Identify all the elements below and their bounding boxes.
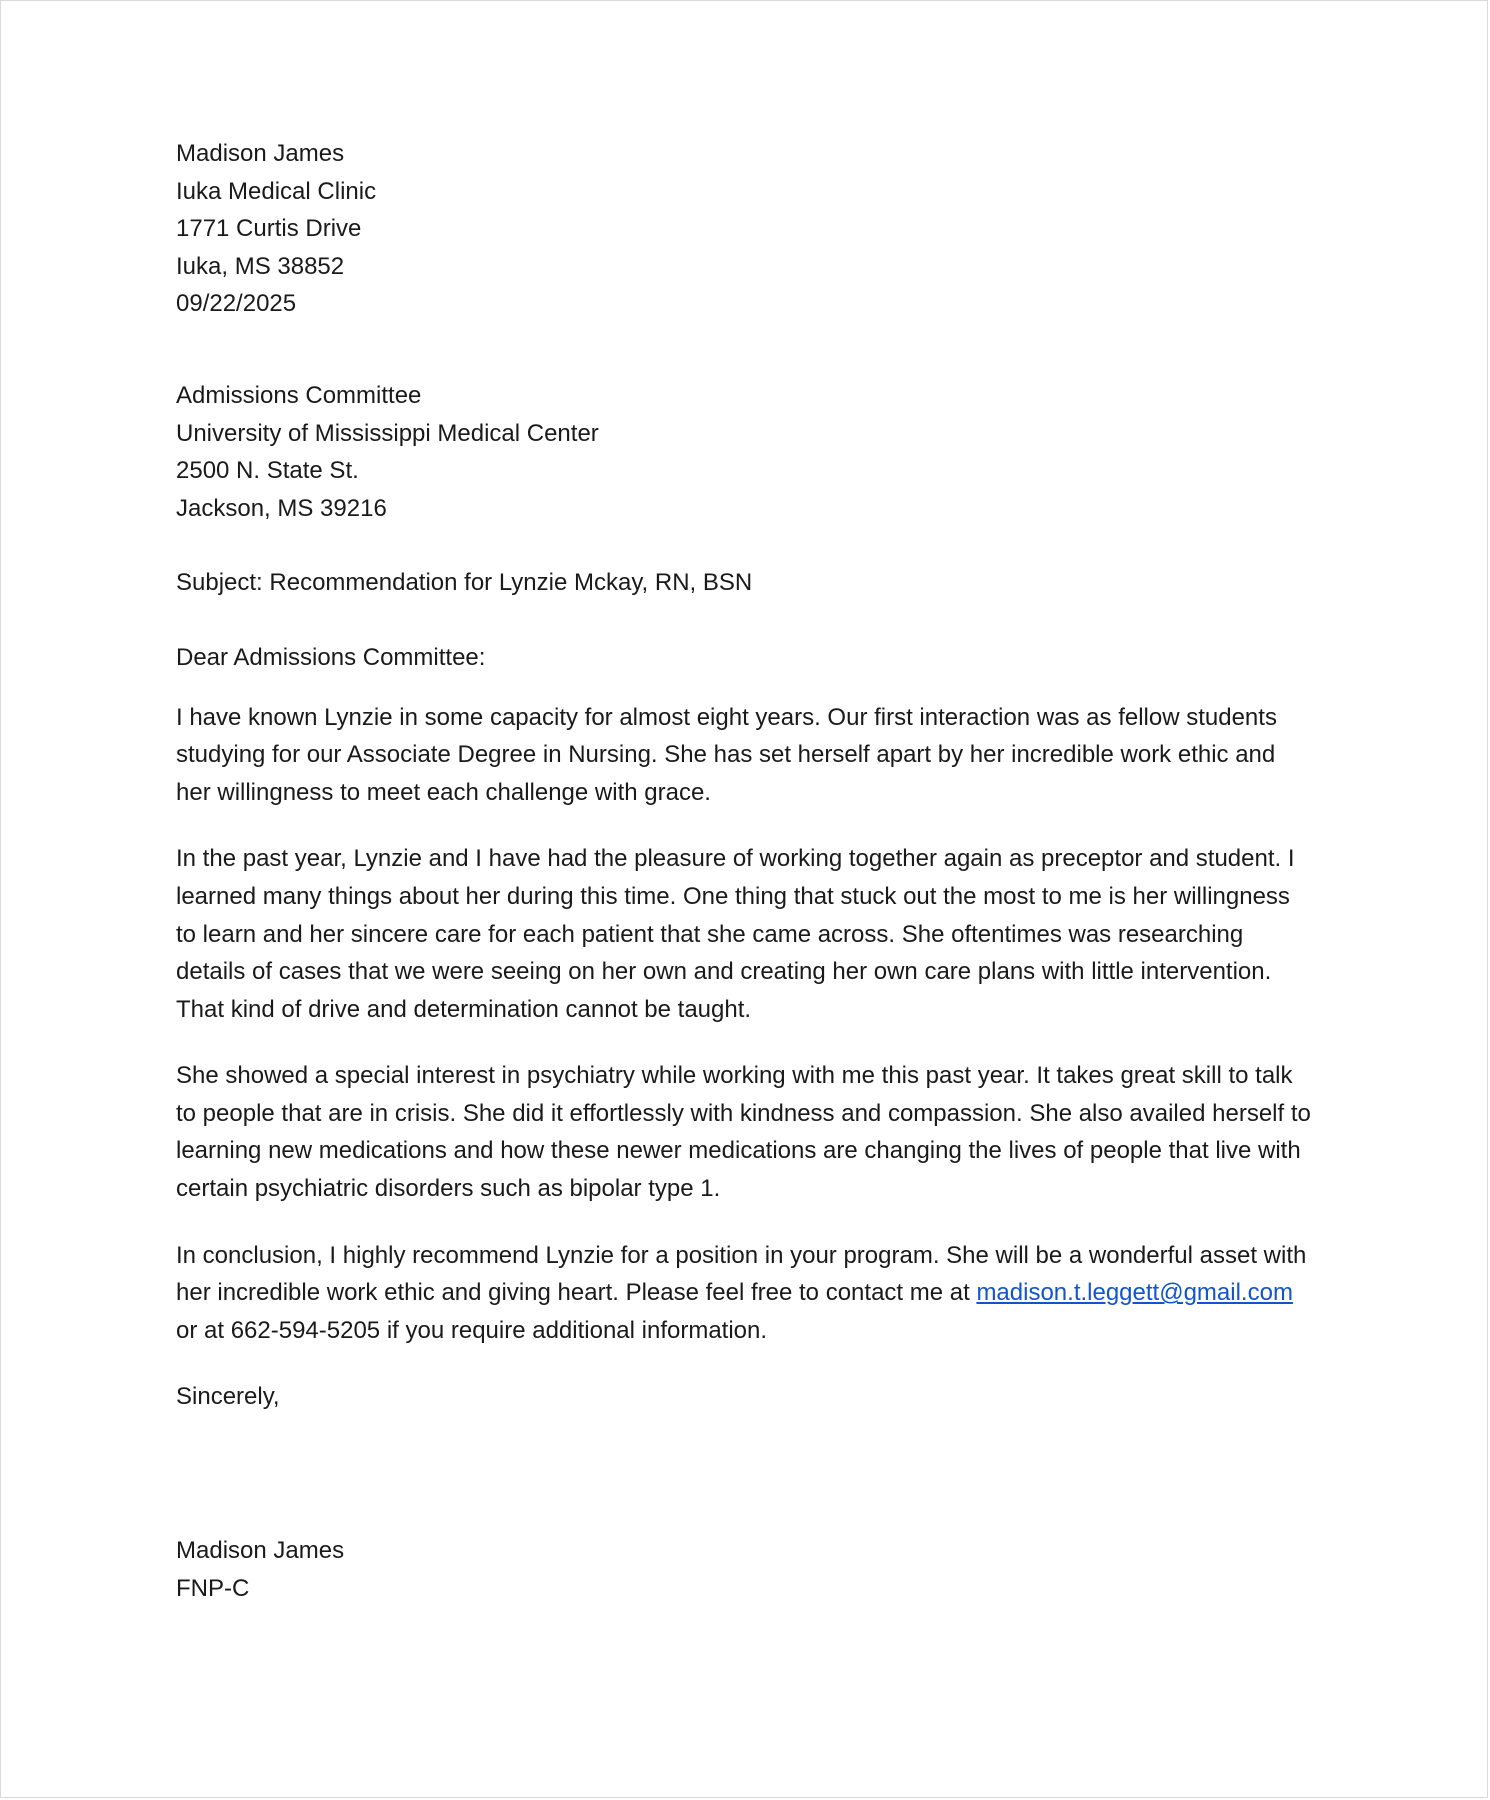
sender-street: 1771 Curtis Drive xyxy=(176,215,362,243)
body-paragraph-1: I have known Lynzie in some capacity for almost eight years. Our first interaction was as fellow students studying for our Associate Degree in Nursing. She has set herself apart by her incredible work ethic and her willingness to meet each challenge with grace. xyxy=(176,703,1277,806)
recipient-name: Admissions Committee xyxy=(176,381,422,409)
sender-address-block xyxy=(176,135,1316,323)
closing: Sincerely, xyxy=(176,1383,280,1411)
recipient-address-block xyxy=(176,377,1316,527)
signature-block xyxy=(176,1532,1316,1607)
body-paragraph-2: In the past year, Lynzie and I have had the pleasure of working together again as preceptor and student. I learned many things about her during this time. One thing that stuck out the most to me is her willingness to learn and her sincere care for each patient that she came across. She oftentimes was researching details of cases that we were seeing on her own and creating her own care plans with little intervention. That kind of drive and determination cannot be taught. xyxy=(176,845,1295,1023)
recipient-street: 2500 N. State St. xyxy=(176,457,359,485)
conclusion-paragraph xyxy=(176,1237,1316,1350)
signature-credentials: FNP-C xyxy=(176,1574,250,1602)
subject-line: Subject: Recommendation for Lynzie Mckay, RN, BSN xyxy=(176,569,753,597)
conclusion-text-after: or at 662-594-5205 if you require additional information. xyxy=(176,1316,768,1344)
conclusion-text-before: In conclusion, I highly recommend Lynzie for a position in your program. She will be a wonderful asset with her incredible work ethic and giving heart. Please feel free to contact me at xyxy=(176,1241,1307,1307)
salutation: Dear Admissions Committee: xyxy=(176,643,486,671)
recipient-organization: University of Mississippi Medical Center xyxy=(176,419,599,447)
sender-name: Madison James xyxy=(176,140,345,167)
recipient-city-state-zip: Jackson, MS 39216 xyxy=(176,494,387,522)
body-paragraph-3: She showed a special interest in psychiatry while working with me this past year. It takes great skill to talk to people that are in crisis. She did it effortlessly with kindness and compassion. She also availed herself to learning new medications and how these newer medications are changing the lives of people that live with certain psychiatric disorders such as bipolar type 1. xyxy=(176,1062,1311,1203)
letter-date: 09/22/2025 xyxy=(176,290,297,318)
signature-name: Madison James xyxy=(176,1537,345,1565)
sender-city-state-zip: Iuka, MS 38852 xyxy=(176,252,345,280)
email-link[interactable]: madison.t.leggett@gmail.com xyxy=(976,1279,1293,1307)
letter-content xyxy=(176,135,1316,1607)
sender-organization: Iuka Medical Clinic xyxy=(176,177,377,205)
